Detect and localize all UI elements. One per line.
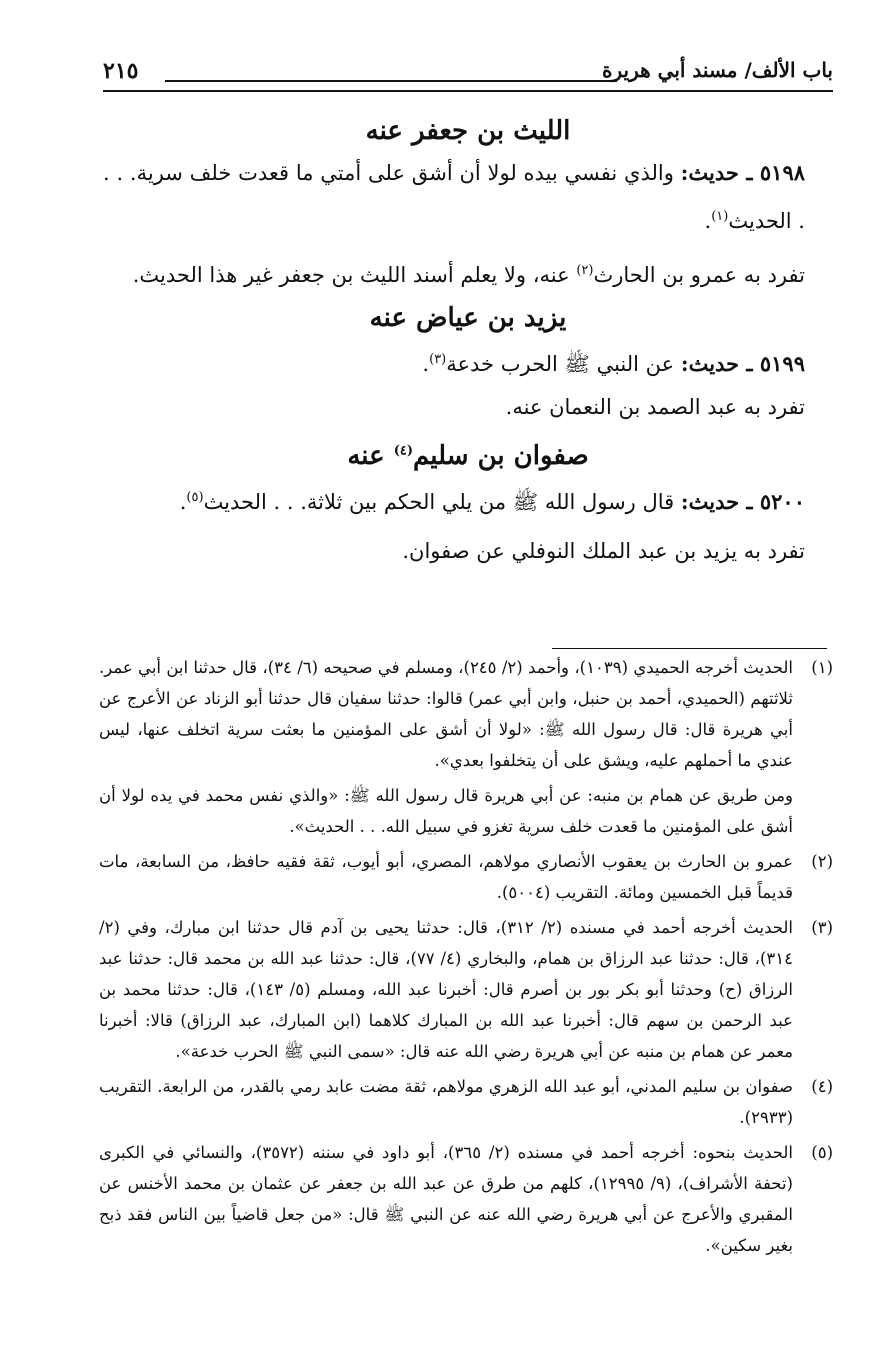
footnote-ref: (٢) (576, 263, 594, 278)
hadith-paragraph: ٥١٩٩ ـ حديث: عن النبي ﷺ الحرب خدعة$^{(٣)}$. (422, 351, 805, 376)
footnote-text: الحديث أخرجه أحمد في مسنده (٢/ ٣١٢)، قال: حدثنا يحيى بن آدم قال حدثنا ابن مبارك، وفي (٢/ ٣١٤)، قال: حدثنا عبد الرزاق بن همام، والبخاري (٤/ ٧٧)، قال: حدثنا عبد الله بن محمد قال: حدثنا عبد الرزاق (ح) وحدثنا أبو بكر بور بن أصرم قال: أخبرنا عبد الله، ومسلم (٥/ ١٤٣)، قال: حدثنا محمد بن عبد الرحمن بن سهم قال: أخبرنا عبد الله بن المبارك كلاهما (ابن المبارك، عبد الرزاق) قالا: أخبرنا معمر عن همام بن منبه عن أبي هريرة رضي الله عنه قال: «سمى النبي ﷺ الحرب خدعة». (99, 918, 794, 1061)
page-number: ٢١٥ (103, 58, 139, 84)
footnotes (99, 652, 833, 1265)
note-paragraph: تفرد به عبد الصمد بن النعمان عنه. (505, 395, 805, 419)
header-rule (103, 90, 833, 92)
hadith-text: قال رسول الله ﷺ من يلي الحكم بين ثلاثة. . . الحديث (203, 490, 675, 514)
running-title: باب الألف/ مسند أبي هريرة (602, 58, 833, 82)
footnote (99, 1071, 833, 1133)
note-paragraph (103, 249, 833, 297)
footnote-number: (٥) (811, 1143, 833, 1162)
main-text (103, 112, 833, 573)
footnote (99, 652, 833, 776)
footnote-text: الحديث بنحوه: أخرجه أحمد في مسنده (٢/ ٣٦٥)، أبو داود في سننه (٣٥٧٢)، والنسائي في الكبرى (تحفة الأشراف)، (٩/ ١٢٩٩٥)، كلهم من طرق عن عبد الله بن جعفر عن عثمان بن محمد الأخنس عن المقبري والأعرج عن أبي هريرة رضي الله عنه عن النبي ﷺ قال: «من جعل قاضياً بين الناس فقد ذبح بغير سكين». (99, 1143, 793, 1255)
header-dash-rule (165, 80, 617, 82)
footnote-continuation: ومن طريق عن همام بن منبه: عن أبي هريرة قال رسول الله ﷺ: «والذي نفس محمد في يده لولا أن أشق على المؤمنين ما قعدت خلف سرية تغزو في سبيل الله. . . الحديث». (99, 786, 793, 836)
heading-text: عنه (347, 441, 385, 471)
footnote-number: (٤) (811, 1077, 833, 1096)
footnote (99, 912, 833, 1067)
footnote-number: (٢) (811, 852, 833, 871)
page-header (103, 56, 833, 90)
footnote-ref: (١) (711, 209, 729, 224)
note-text: تفرد به عمرو بن الحارث (593, 263, 805, 287)
section-heading (103, 437, 833, 476)
hadith-number: ٥١٩٩ ـ حديث: (680, 351, 805, 376)
hadith-text: والذي نفسي بيده لولا أن أشق على أمتي ما قعدت خلف سرية. . . . الحديث (103, 161, 805, 233)
footnote-text: صفوان بن سليم المدني، أبو عبد الله الزهري مولاهم، ثقة مضت عابد رمي بالقدر، من الرابعة. التقريب (٢٩٣٣). (99, 1077, 793, 1127)
note-paragraph: تفرد به يزيد بن عبد الملك النوفلي عن صفوان. (402, 539, 805, 563)
footnote-ref: (٣) (429, 352, 447, 367)
footnote-ref: (٤) (393, 443, 413, 459)
note-text: عنه، ولا يعلم أسند الليث بن جعفر غير هذا الحديث. (132, 263, 570, 287)
hadith-text: عن النبي ﷺ الحرب خدعة (446, 352, 675, 376)
section-heading: يزيد بن عياض عنه (369, 303, 567, 333)
footnote (99, 1137, 833, 1261)
heading-text: صفوان بن سليم (413, 441, 589, 471)
section-heading: الليث بن جعفر عنه (365, 116, 571, 146)
hadith-number: ٥٢٠٠ ـ حديث: (680, 489, 805, 514)
footnote-number: (٣) (811, 918, 833, 937)
footnote (99, 846, 833, 908)
hadith-number: ٥١٩٨ ـ حديث: (680, 160, 806, 185)
footnote-separator (552, 648, 827, 649)
footnote-text: عمرو بن الحارث بن يعقوب الأنصاري مولاهم، المصري، أبو أيوب، ثقة فقيه حافظ، من السابعة، مات قديماً قبل الخمسين ومائة. التقريب (٥٠٠٤). (99, 852, 793, 902)
hadith-paragraph: ٥١٩٨ ـ حديث: والذي نفسي بيده لولا أن أشق على أمتي ما قعدت خلف سرية. . . . الحديث$^{(١)}$. (103, 160, 806, 233)
hadith-paragraph: ٥٢٠٠ ـ حديث: قال رسول الله ﷺ من يلي الحكم بين ثلاثة. . . الحديث$^{(٥)}$. (179, 489, 805, 514)
footnote-text: الحديث أخرجه الحميدي (١٠٣٩)، وأحمد (٢/ ٢٤٥)، ومسلم في صحيحه (٦/ ٣٤)، قال حدثنا ابن أبي عمر. ثلاثتهم (الحميدي، أحمد بن حنبل، وابن أبي عمر) قالوا: حدثنا سفيان قال حدثنا أبو الزناد عن الأعرج عن أبي هريرة قال: قال رسول الله ﷺ: «لولا أن أشق على المؤمنين ما بعثت سرية اتخلف عنها، ليس عندي ما أحملهم عليه، ويشق على أن يتخلفوا بعدي». (99, 658, 793, 770)
footnote-number: (١) (811, 658, 833, 677)
footnote-ref: (٥) (186, 490, 204, 505)
